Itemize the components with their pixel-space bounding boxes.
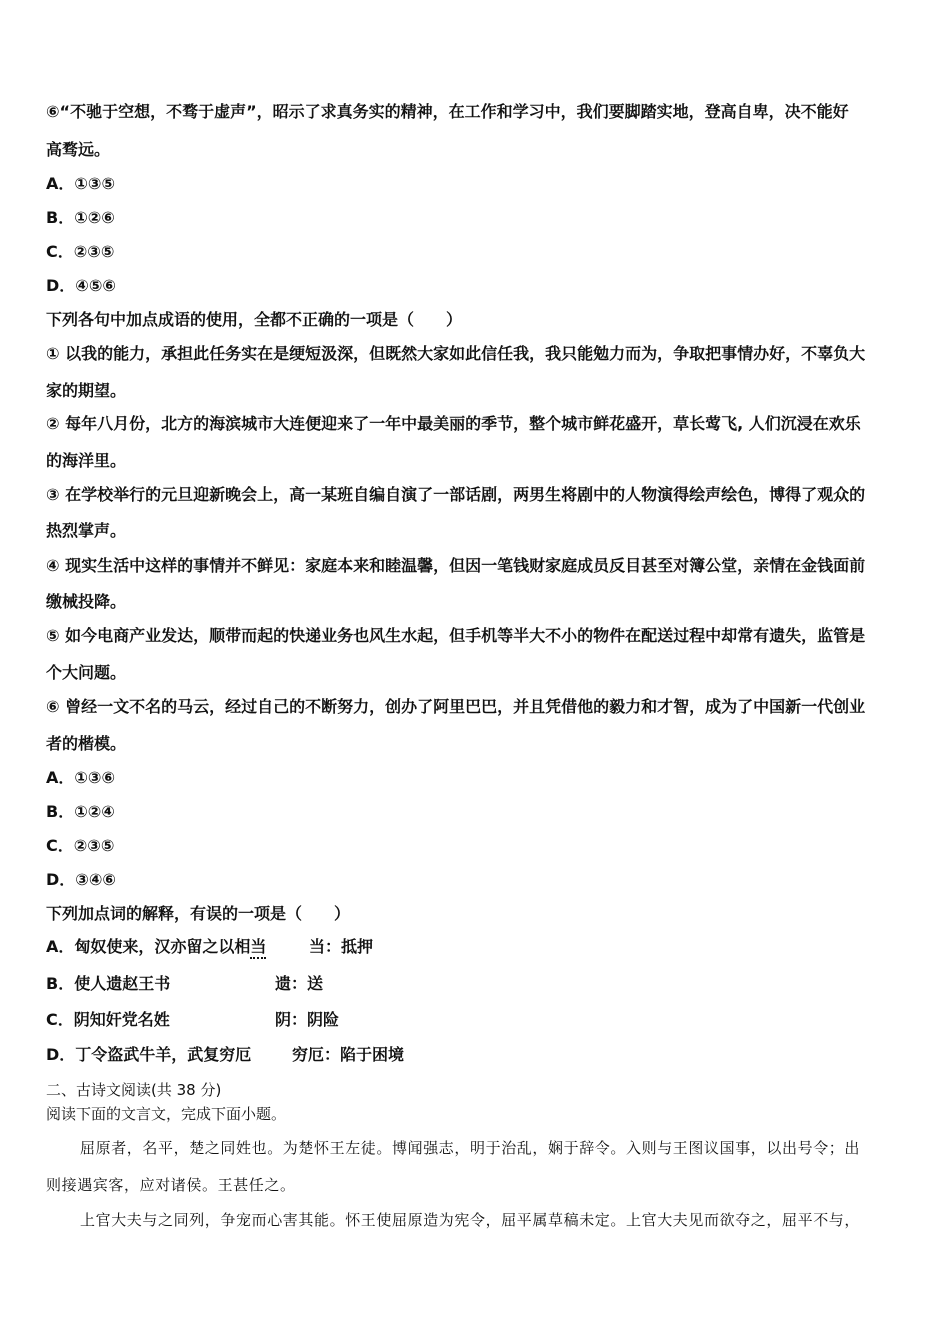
passage-paragraph-1-line-1: 屈原者，名平，楚之同姓也。为楚怀王左徒。博闻强志，明于治乱，娴于辞令。入则与王图议国事，以出号令；出 [80,1139,861,1157]
section-instruction: 阅读下面的文言文，完成下面小题。 [46,1105,287,1123]
idiom-sentence-4-line-2: 缴械投降。 [46,592,127,611]
section-heading: 二、古诗文阅读(共 38 分) [46,1081,222,1099]
option-d: D．④⑤⑥ [46,276,116,295]
option-b: B．①②⑥ [46,208,115,227]
statement-6-line-1: ⑥“不驰于空想，不骛于虚声”，昭示了求真务实的精神，在工作和学习中，我们要脚踏实地，登高自卑，决不能好 [46,102,849,121]
word-option-d-text: D．丁令盗武牛羊，武复穷厄 [46,1045,252,1064]
option-c: C．②③⑤ [46,836,115,855]
idiom-sentence-3-line-1: ③ 在学校举行的元旦迎新晚会上，高一某班自编自演了一部话剧，两男生将剧中的人物演得绘声绘色，博得了观众的 [46,485,866,504]
option-a: A．①③⑤ [46,174,116,193]
statement-6-line-2: 高骛远。 [46,140,111,159]
word-option-a-text: A．匈奴使来，汉亦留之以相 [46,937,251,956]
idiom-sentence-2-line-2: 的海洋里。 [46,451,127,470]
option-c: C．②③⑤ [46,242,115,261]
idiom-sentence-2-line-1: ② 每年八月份，北方的海滨城市大连便迎来了一年中最美丽的季节，整个城市鲜花盛开，草长莺飞, 人们沉浸在欢乐 [46,414,861,433]
word-option-c-gloss: 阴：阴险 [275,1010,340,1029]
dotted-word: 当 [250,937,266,959]
idiom-sentence-6-line-2: 者的楷模。 [46,734,127,753]
idiom-sentence-4-line-1: ④ 现实生活中这样的事情并不鲜见：家庭本来和睦温馨，但因一笔钱财家庭成员反目甚至对簿公堂，亲情在金钱面前 [46,556,866,575]
idiom-sentence-1-line-2: 家的期望。 [46,381,127,400]
word-option-b-text: B．使人遗赵王书 [46,974,171,993]
option-d: D．③④⑥ [46,870,116,889]
word-option-b-gloss: 遗：送 [275,974,324,993]
option-b: B．①②④ [46,802,115,821]
idiom-question-stem: 下列各句中加点成语的使用，全都不正确的一项是（ ） [46,310,463,329]
passage-paragraph-2-line-1: 上官大夫与之同列，争宠而心害其能。怀王使屈原造为宪令，屈平属草稿未定。上官大夫见而欲夺之，屈平不与， [80,1211,861,1229]
word-option-d-gloss: 穷厄：陷于困境 [292,1045,405,1064]
option-a: A．①③⑥ [46,768,116,787]
idiom-sentence-6-line-1: ⑥ 曾经一文不名的马云，经过自己的不断努力，创办了阿里巴巴，并且凭借他的毅力和才智，成为了中国新一代创业 [46,697,866,716]
idiom-sentence-5-line-1: ⑤ 如今电商产业发达，顺带而起的快递业务也风生水起，但手机等半大不小的物件在配送过程中却常有遗失，监管是 [46,626,866,645]
word-question-stem: 下列加点词的解释，有误的一项是（ ） [46,904,351,923]
word-option-a [46,937,266,957]
idiom-sentence-3-line-2: 热烈掌声。 [46,521,127,540]
word-option-a-gloss: 当：抵押 [309,937,374,956]
idiom-sentence-5-line-2: 个大问题。 [46,663,127,682]
passage-paragraph-1-line-2: 则接遇宾客，应对诸侯。王甚任之。 [46,1176,296,1194]
word-option-c-text: C．阴知奸党名姓 [46,1010,170,1029]
idiom-sentence-1-line-1: ① 以我的能力，承担此任务实在是绠短汲深，但既然大家如此信任我，我只能勉力而为，争取把事情办好，不辜负大 [46,344,866,363]
